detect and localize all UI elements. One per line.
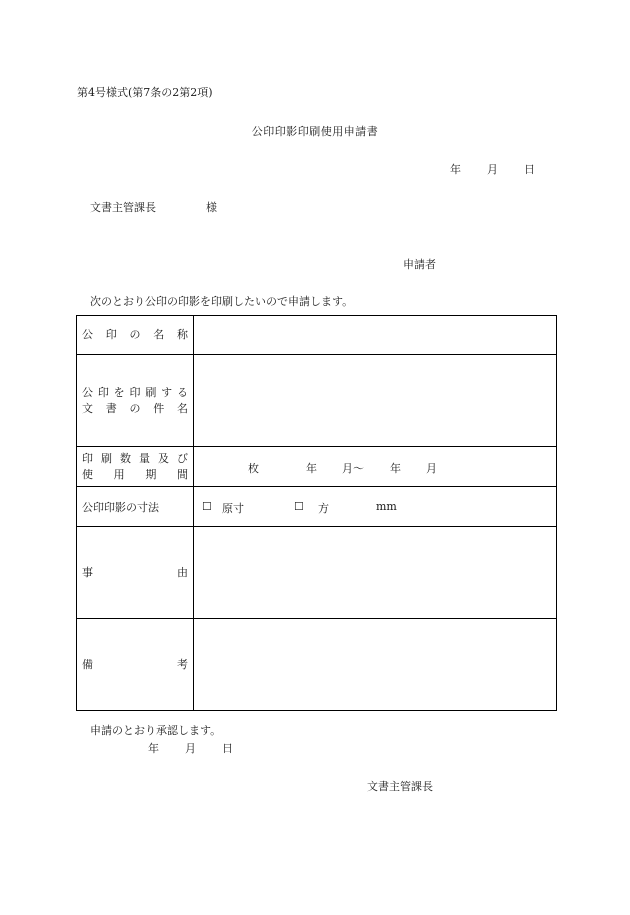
label-remarks [77,619,194,711]
label-seal-dimensions [77,487,194,527]
label-char: 間 [176,467,188,481]
field-remarks[interactable] [194,619,557,711]
field-reason[interactable] [194,527,557,619]
footer-date [148,740,233,756]
label-char: 書 [105,401,117,415]
field-quantity-period[interactable] [194,447,557,487]
row-seal-dimensions [77,487,557,527]
header-date-day: 日 [524,163,535,176]
footer-date-year: 年 [148,742,159,755]
label-char: 及 [158,451,169,465]
label-char: 数 [120,451,131,465]
unit-month-end: 月 [426,462,437,475]
option-square-size: 方 [318,502,329,515]
field-seal-dimensions [194,487,557,527]
unit-year-start: 年 [306,462,317,475]
form-number: 第4号様式(第7条の2第2項) [77,86,213,99]
header-date-month: 月 [487,163,498,176]
option-original-size: 原寸 [222,502,244,515]
label-char: 件 [153,401,165,415]
label-reason [77,527,194,619]
footer-date-month: 月 [185,742,196,755]
label-char: る [176,385,188,399]
row-remarks [77,619,557,711]
field-document-subject[interactable] [194,355,557,447]
application-table [76,315,557,711]
document-title: 公印印影印刷使用申請書 [251,125,379,138]
label-char: び [177,451,188,465]
label-seal-dimensions-text: 公印印影の寸法 [82,500,159,514]
addressee-honorific: 様 [206,201,217,214]
label-char: 印 [105,328,117,341]
footer-date-day: 日 [222,742,233,755]
unit-mm: mm [376,500,397,513]
label-char: 称 [177,328,188,341]
label-char: 公 [82,328,93,341]
label-char: 刷 [101,451,112,465]
footer-signer: 文書主管課長 [367,780,433,793]
unit-year-end: 年 [390,462,401,475]
label-char: 印 [129,385,141,399]
unit-sheets: 枚 [248,462,259,475]
label-char: 印 [82,451,93,465]
row-document-subject [77,355,557,447]
label-quantity-period [77,447,194,487]
label-char: 使 [82,467,93,481]
label-char: 用 [113,467,125,481]
label-char: 由 [177,565,188,579]
label-char: の [129,401,141,415]
checkbox-square-size[interactable]: ☐ [294,500,304,513]
addressee-name: 文書主管課長 [90,201,156,214]
intro-text: 次のとおり公印の印影を印刷したいので申請します。 [90,295,354,308]
header-date [450,161,535,177]
label-char: 刷 [145,385,157,399]
label-char: 公 [82,385,93,399]
unit-month-start: 月〜 [342,462,364,475]
label-char: 印 [97,385,109,399]
addressee [90,199,217,215]
label-char: 事 [82,565,93,579]
label-char: 名 [177,401,188,415]
label-char: 名 [153,328,165,341]
label-char: 備 [82,657,93,671]
checkbox-original-size[interactable]: ☐ [202,500,212,513]
row-quantity-period [77,447,557,487]
label-char: 文 [82,401,93,415]
label-document-subject [77,355,194,447]
header-date-year: 年 [450,163,461,176]
label-char: す [161,385,173,399]
label-char: を [113,385,125,399]
field-seal-name[interactable] [194,316,557,355]
row-seal-name [77,316,557,355]
label-char: 考 [177,657,188,671]
label-char: の [129,328,141,341]
label-char: 期 [145,467,157,481]
approval-text: 申請のとおり承認します。 [90,724,222,737]
label-seal-name [77,316,194,355]
applicant-label: 申請者 [403,258,436,271]
label-char: 量 [139,451,150,465]
row-reason [77,527,557,619]
